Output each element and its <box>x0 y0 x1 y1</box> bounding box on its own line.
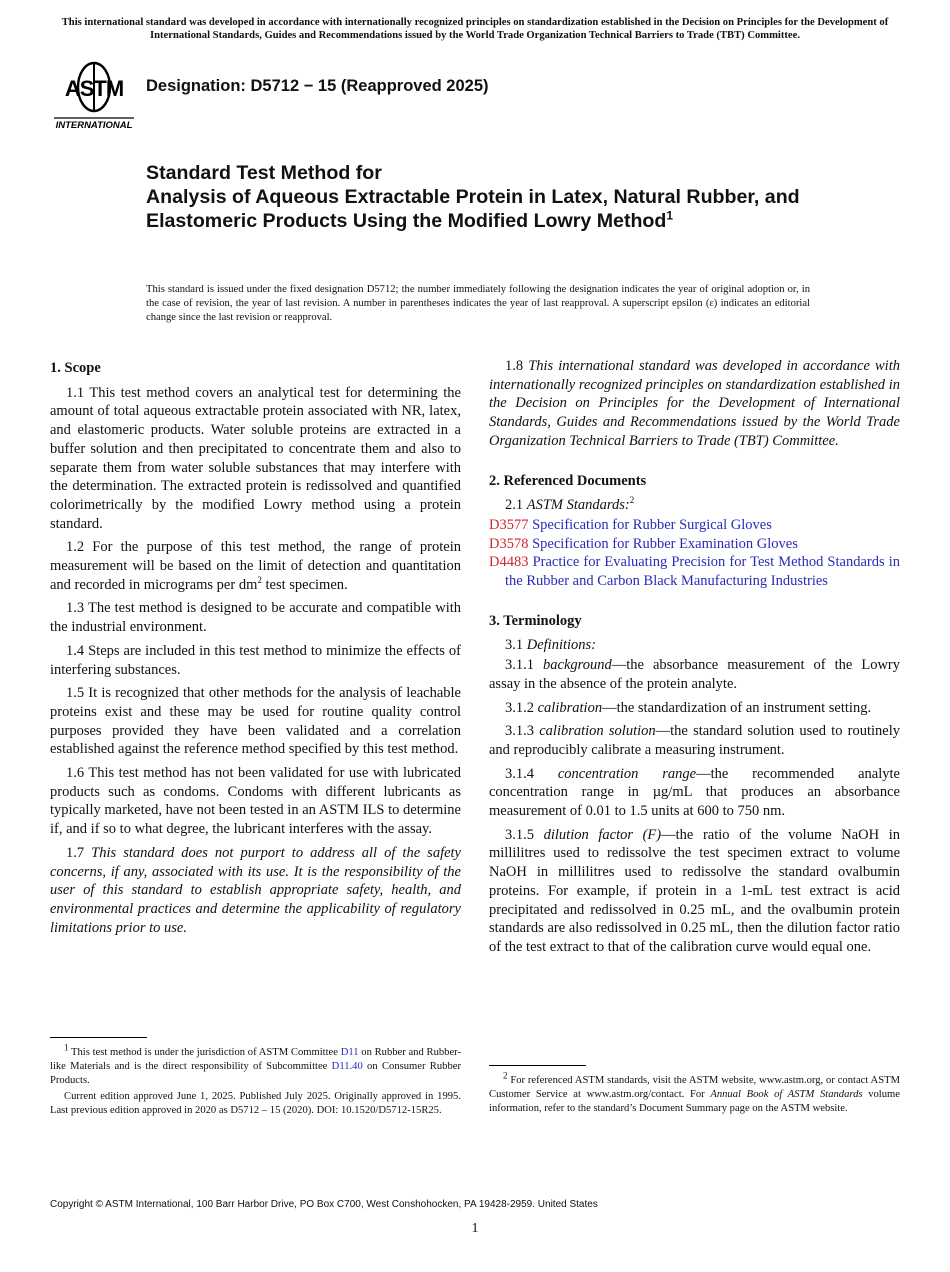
footnote-rule-right <box>489 1065 586 1066</box>
footnote-2 <box>489 1070 900 1118</box>
title-line-1: Standard Test Method for <box>146 162 382 184</box>
definition-background: 3.1.1 background—the absorbance measurement of the Lowry assay in the absence of the protein analyte. <box>489 657 900 692</box>
paragraph-1-5: 1.5 It is recognized that other methods for the analysis of leachable proteins exist and these may be used for routine quality control purposes provided they have been validated and a correlation established against the reference method specified by this test method. <box>50 685 461 758</box>
definition-calibration-solution: 3.1.3 calibration solution—the standard solution used to routinely and reproducibly calibrate a measuring instrument. <box>489 723 901 758</box>
committee-link[interactable]: D11 <box>340 1047 359 1058</box>
designation: Designation: D5712 − 15 (Reapproved 2025) <box>146 77 489 95</box>
left-column <box>50 357 461 942</box>
reference-title[interactable]: Specification for Rubber Examination Gloves <box>532 535 798 552</box>
logo-mark-text: ASTM <box>64 76 124 101</box>
reference-item[interactable] <box>489 516 900 535</box>
paragraph-1-4: 1.4 Steps are included in this test method to minimize the effects of interfering substances. <box>50 642 461 678</box>
footnote-rule-left <box>50 1037 147 1038</box>
issuance-notice: This standard is issued under the fixed designation D5712; the number immediately following the designation indicates the year of original adoption or, in the case of revision, the year of last revision. A number in parentheses indicates the year of last reapproval. A superscript epsilon (ε) indicates an editorial change since the last revision or reapproval. <box>146 284 810 324</box>
paragraph-1-1: 1.1 This test method covers an analytical test for determining the amount of total aqueous extractable protein associated with NR, latex, and elastomeric products. Water soluble proteins are extracted in a buffer solution and then precipitated to concentrate them and also to separate them from water soluble substances that may interfere with the determination. The extracted protein is redissolved and quantified colorimetrically by the modified Lowry method using a protein standard. <box>50 384 461 532</box>
wto-notice: This international standard was developed in accordance with internationally recognized principles on standardization established in the Decision on Principles for the Development of International Standards, Guides and Recommendations issued by the World Trade Organization Technical Barriers to Trade (TBT) Committee. <box>61 17 889 41</box>
paragraph-1-6: 1.6 This test method has not been validated for use with lubricated products such as condoms. Condoms with different lubricants as typically marketed, have not been tested in an ASTM ILS to determine if, and if so to what degree, the lubricant interferes with the assay. <box>50 765 461 838</box>
reference-code[interactable]: D3577 <box>489 516 529 533</box>
reference-item[interactable] <box>489 553 900 590</box>
definition-calibration: 3.1.2 calibration—the standardization of an instrument setting. <box>505 699 872 716</box>
section-heading-terminology: 3. Terminology <box>489 612 582 629</box>
copyright-line: Copyright © ASTM International, 100 Barr Harbor Drive, PO Box C700, West Conshohocken, PA 19428-2959. United States <box>50 1199 598 1210</box>
subsection-definitions: 3.1 Definitions: <box>505 637 597 654</box>
definition-concentration-range: 3.1.4 concentration range—the recommended analyte concentration range in µg/mL that produces an absorbance measurement of 0.01 to 1.5 units at 600 to 750 nm. <box>489 765 900 820</box>
paragraph-1-8: 1.8 This international standard was developed in accordance with internationally recognized principles on standardization established in the Decision on Principles for the Development of International Standards, Guides and Recommendations issued by the World Trade Organization Technical Barriers to Trade (TBT) Committee. <box>489 358 900 449</box>
page-number: 1 <box>471 1221 479 1236</box>
footnote-1-text: $^1$ This test method is under the jurisdiction of ASTM Committee D11 on Rubber and Rubber-like Materials and is the direct responsibility of Subcommittee D11.40 on Consumer Rubber Products. <box>50 1042 462 1086</box>
footnote-1-edition: Current edition approved June 1, 2025. Published July 2025. Originally approved in 1995. Last previous edition approved in 2020 as D5712 – 15 (2020). DOI: 10.1520/D5712-15R25. <box>50 1090 461 1116</box>
title-line-2: Analysis of Aqueous Extractable Protein in Latex, Natural Rubber, and Elastomeric Products Using the Modified Lowry Method$^1$ <box>146 186 800 232</box>
right-column <box>489 357 900 962</box>
footnote-1 <box>50 1042 462 1120</box>
astm-logo <box>52 60 136 132</box>
reference-title[interactable]: Specification for Rubber Surgical Gloves <box>532 516 772 533</box>
reference-code[interactable]: D4483 <box>489 554 529 571</box>
paragraph-1-3: 1.3 The test method is designed to be accurate and compatible with the industrial environment. <box>50 600 461 636</box>
document-title <box>146 161 836 233</box>
footnote-2-text: $^2$ For referenced ASTM standards, visit the ASTM website, www.astm.org, or contact ASTM Customer Service at www.astm.org/contact. For Annual Book of ASTM Standards volume information, refer to the standard’s Document Summary page on the ASTM website. <box>489 1070 900 1114</box>
logo-international-text: INTERNATIONAL <box>55 120 133 131</box>
subcommittee-link[interactable]: D11.40 <box>331 1060 363 1072</box>
section-heading-scope: 1. Scope <box>50 360 101 376</box>
paragraph-1-7: 1.7 This standard does not purport to address all of the safety concerns, if any, associated with its use. It is the responsibility of the user of this standard to establish appropriate safety, health, and environmental practices and determine the applicability of regulatory limitations prior to use. <box>50 844 461 936</box>
reference-item[interactable] <box>489 535 900 554</box>
section-heading-referenced-documents: 2. Referenced Documents <box>489 472 647 489</box>
subsection-astm-standards: 2.1 ASTM Standards:$^2$ <box>505 495 635 514</box>
definition-dilution-factor: 3.1.5 dilution factor (F)—the ratio of the volume NaOH in millilitres used to redissolve the test specimen extract to volume NaOH in millilitres used to redissolve the standard ovalbumin proteins. For example, if protein in a 1-mL test extract is acid precipitated and redissolved in 0.25 mL, and the ovalbumin protein standards are also redissolved in 0.25 mL, then the dilution factor ratio of the test extract to that of the calibration curve would equal one. <box>489 826 901 955</box>
paragraph-1-2: 1.2 For the purpose of this test method, the range of protein measurement will be based on the limit of detection and quantitation and recorded in micrograms per $dm^2$ test specimen. <box>50 539 461 593</box>
reference-title[interactable]: Practice for Evaluating Precision for Test Method Standards in the Rubber and Carbon Black Manufacturing Industries <box>505 554 900 590</box>
reference-code[interactable]: D3578 <box>489 535 529 552</box>
title-footnote-mark[interactable]: 1 <box>666 208 674 223</box>
